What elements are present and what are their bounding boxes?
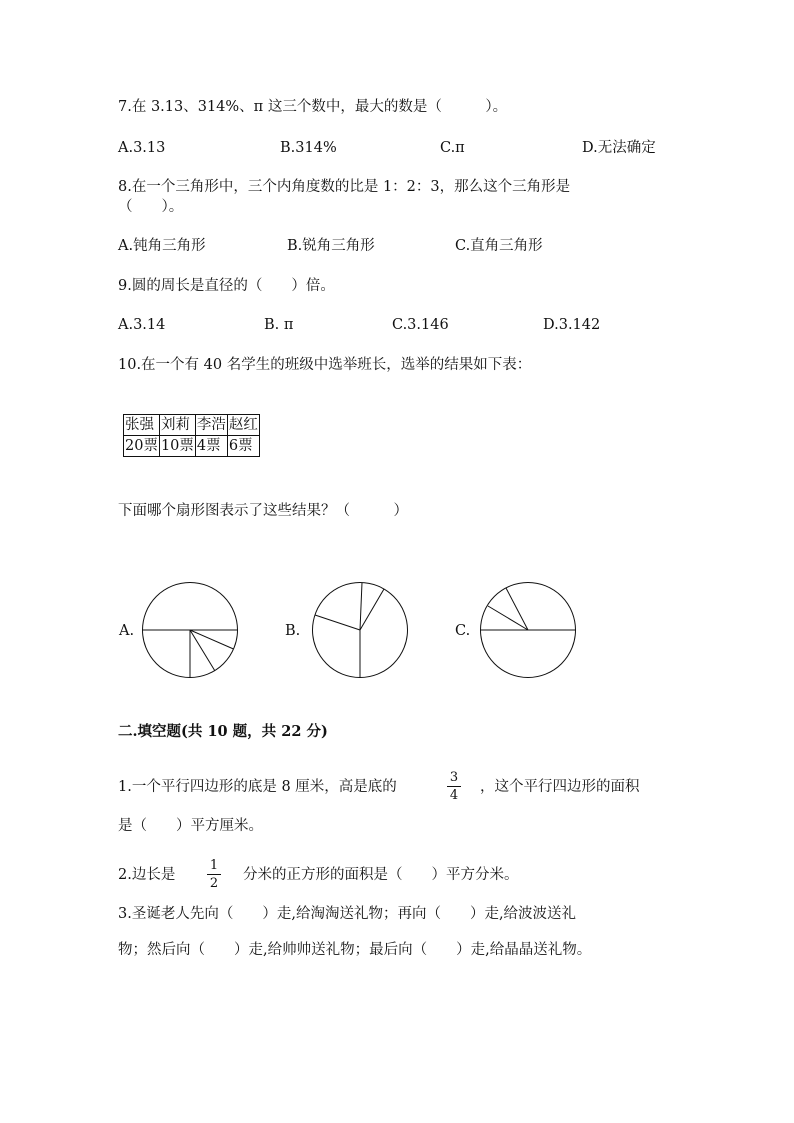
q8-option-a: A.钝角三角形 (118, 238, 206, 254)
f2-frac-denominator: 2 (209, 876, 219, 891)
pie-b-divider (315, 615, 360, 630)
q9-option-c: C.3.146 (392, 317, 449, 333)
q10-stem: 10.在一个有 40 名学生的班级中选举班长，选举的结果如下表： (118, 357, 532, 373)
pie-b-divider (360, 583, 362, 631)
vote-table-cell: 刘莉 (159, 415, 195, 436)
f1-text-line2: 是（ ）平方厘米。 (118, 818, 263, 834)
vote-table-row-names (124, 415, 260, 436)
f1-fraction (447, 770, 461, 803)
f1-frac-bar (447, 786, 461, 787)
f1-frac-numerator: 3 (449, 770, 459, 785)
pie-a-label: A. (119, 623, 135, 639)
f2-text-part2: 分米的正方形的面积是（ ）平方分米。 (243, 867, 519, 883)
f1-text-part2: ，这个平行四边形的面积 (480, 779, 640, 795)
vote-table-cell: 4票 (195, 436, 227, 457)
q8-option-b: B.锐角三角形 (287, 238, 375, 254)
f1-frac-denominator: 4 (449, 788, 459, 803)
q7-option-d: D.无法确定 (582, 140, 656, 156)
q7-option-a: A.3.13 (118, 140, 166, 156)
q9-option-a: A.3.14 (118, 317, 166, 333)
vote-table-cell: 10票 (159, 436, 195, 457)
vote-table-cell: 6票 (227, 436, 259, 457)
f3-text-line1: 3.圣诞老人先向（ ）走,给淘淘送礼物；再向（ ）走,给波波送礼 (118, 906, 577, 922)
vote-table-cell: 张强 (124, 415, 160, 436)
q8-option-c: C.直角三角形 (455, 238, 543, 254)
q8-stem-line1: 8.在一个三角形中，三个内角度数的比是 1：2：3，那么这个三角形是 (118, 179, 571, 195)
vote-table-cell: 赵红 (227, 415, 259, 436)
q9-option-d: D.3.142 (543, 317, 601, 333)
q7-option-b: B.314% (280, 140, 337, 156)
pie-a-divider (190, 630, 215, 671)
vote-table-row-votes (124, 436, 260, 457)
f2-frac-numerator: 1 (209, 858, 219, 873)
pie-c-label: C. (455, 623, 471, 639)
f2-frac-bar (207, 874, 221, 875)
pie-a-divider (190, 630, 234, 649)
q7-stem: 7.在 3.13、314%、π 这三个数中，最大的数是（ ）。 (118, 99, 508, 115)
pie-chart-c (478, 580, 578, 680)
pie-chart-b (310, 580, 410, 680)
q9-option-b: B. π (264, 317, 294, 333)
f2-text-part1: 2.边长是 (118, 867, 176, 883)
vote-table-cell: 李浩 (195, 415, 227, 436)
pie-chart-a (140, 580, 240, 680)
vote-table-cell: 20票 (124, 436, 160, 457)
f1-text-part1: 1.一个平行四边形的底是 8 厘米，高是底的 (118, 779, 397, 795)
q10-question: 下面哪个扇形图表示了这些结果？（ ） (118, 503, 408, 519)
q7-option-c: C.π (440, 140, 465, 156)
pie-b-divider (360, 589, 384, 630)
q8-stem-line2: （ ）。 (118, 199, 184, 215)
section2-heading: 二.填空题(共 10 题，共 22 分) (118, 723, 328, 740)
q9-stem: 9.圆的周长是直径的（ ）倍。 (118, 278, 335, 294)
f3-text-line2: 物；然后向（ ）走,给帅帅送礼物；最后向（ ）走,给晶晶送礼物。 (118, 942, 592, 958)
f2-fraction (207, 858, 221, 891)
pie-b-label: B. (285, 623, 301, 639)
vote-table (123, 414, 260, 457)
